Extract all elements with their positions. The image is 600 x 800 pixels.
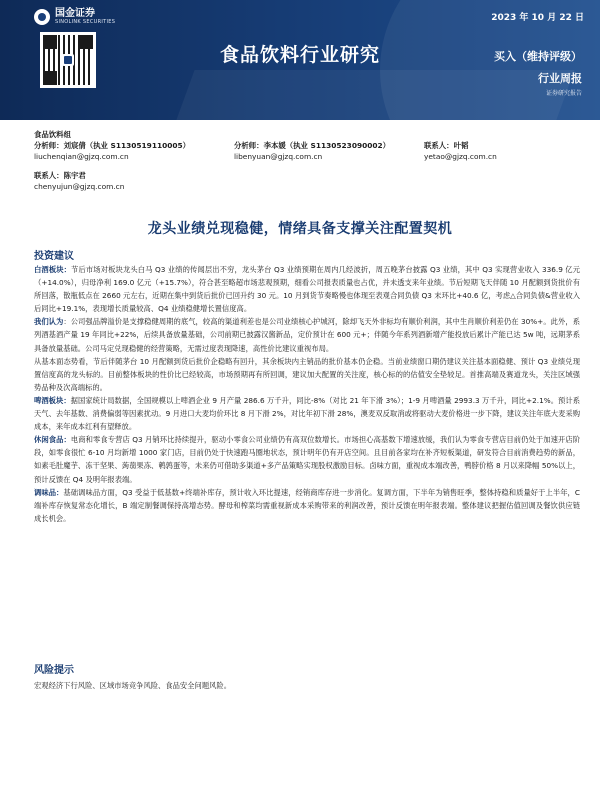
analyst-email-link[interactable]: liuchenqian@gjzq.com.cn — [34, 152, 129, 161]
paragraph-seasoning — [34, 486, 580, 525]
paragraph-opinion — [34, 315, 580, 354]
company-logo — [34, 8, 115, 25]
report-headline: 龙头业绩兑现稳健，情绪具备支撑关注配置契机 — [147, 221, 453, 237]
contact-email-link[interactable]: chenyujun@gjzq.com.cn — [34, 182, 125, 191]
report-title: 食品饮料行业研究 — [219, 44, 380, 66]
report-header — [0, 0, 600, 120]
contact-label: 联系人： — [34, 171, 64, 180]
logo-name-cn: 国金证券 — [55, 8, 95, 19]
risk-text: 宏观经济下行风险、区域市场竞争风险、食品安全问题风险。 — [34, 681, 232, 690]
contact-name: 陈宇君 — [63, 171, 86, 180]
paragraph-text: 基础调味品方面，Q3 受益于低基数+终端补库存，预计收入环比提速，经销商库存进一步消化。复调方面，下半年为销售旺季，整体持稳和质量好于上半年，C 端补库存恢复常态化增长，B 端定制餐调保持高增态势。酵母和榨菜均需重视新成本采购带来的利润改善，预计反馈在明年报表端。整体建议把握估值回调及餐饮供应链成长机会。 — [34, 487, 581, 523]
section-title-risk: 风险提示 — [34, 665, 74, 676]
paragraph-text: 电商和零食专营店 Q3 月销环比持续提升，驱动小零食公司业绩仍有高双位数增长。市场担心高基数下增速放缓，我们认为零食专营店目前仍处于加速开店阶段，如零食很忙 6-10 月均新增 1000 家门店，目前仍处于快速跑马圈地状态，预计明年仍有开店空间。且目前各家均在补齐短板渠道，研发符合目前消费趋势的新品，如素毛肚魔芋、冻干坚果、蒟蒻果冻、鹌鹑蛋等，未来仍可借助多渠道+多产品策略实现股权激励目标。卤味方面，重视成本端改善，鸭脖价格 8 月以来降幅 50%以上，预计反馈在 Q4 及明年报表端。 — [34, 435, 580, 484]
paragraph-text: 据国家统计局数据，全国规模以上啤酒企业 9 月产量 286.6 万千升，同比-8%（对比 21 年下滑 3%）；1-9 月啤酒量 2993.3 万千升，同比+2.1%。预计系天气、去年基数、消费偏弱等因素扰动。9 月进口大麦均价环比 8 月下滑 2%，对比年初下滑 28%，澳麦双反取消或将驱动大麦价格进一步下降，建议关注年底大麦采购成本，来年成本红利有望释放。 — [34, 395, 580, 432]
research-group: 食品饮料组 — [34, 130, 71, 139]
paragraph-lead: 我们认为 — [34, 317, 64, 327]
paragraph-beer — [34, 394, 580, 433]
contact-label: 联系人： — [424, 141, 454, 150]
paragraph-lead: 啤酒板块： — [34, 395, 71, 405]
contact-name: 叶韬 — [453, 141, 469, 150]
logo-mark-icon — [34, 9, 50, 25]
analyst-name: 刘宸倩（执业 S1130519110005） — [63, 141, 191, 150]
paragraph-baijiu — [34, 263, 580, 315]
paragraph-text: ：公司强品牌溢价是支撑稳健周期的底气，较高的渠道利差也是公司业绩核心护城河，除却飞天外非标均有顺价利润，其中生肖顺价利差仍在 30%+。此外，系列酒基酒产量 19 年同比+22%，后续具备放量基础，公司前期已披露汉酱新品，定价预计在 600 元+；伴随今年系列酒新增产能投放后累计产能已达 5w 吨，远期茅系具备放量基础。公司马定兑现稳健的经营策略，无需过度表现降速，高性价比建议重视布局。 — [34, 317, 580, 353]
section-title-investment: 投资建议 — [34, 251, 74, 262]
paragraph-snacks — [34, 433, 580, 485]
analyst-label: 分析师： — [234, 141, 264, 150]
paragraph-lead: 白酒板块： — [34, 265, 72, 274]
analyst-name: 李本媛（执业 S1130523090002） — [263, 141, 391, 150]
header-decoration — [165, 70, 574, 120]
analyst-label: 分析师： — [34, 141, 64, 150]
analyst-row — [34, 140, 574, 151]
paragraph-lead: 休闲食品： — [34, 435, 71, 445]
email-row — [34, 151, 574, 162]
paragraph-text: 从基本面态势看，节后伴随茅台 10 月配额到货后批价企稳略有回升，其余板块内主销品的批价基本仍企稳。当前业绩窗口期仍建议关注基本面稳健、预计 Q3 业绩兑现置信度高的龙头标的。目前整体板块的性价比已经较高，市场预期再有所回调，建议加大配置的关注度，核心标的的估值安全垫较足。首推高端及赛道龙头，关注区域强势品种及次高端标的。 — [34, 356, 580, 392]
logo-name-en: SINOLINK SECURITIES — [55, 19, 116, 25]
analyst-email-link[interactable]: libenyuan@gjzq.com.cn — [234, 152, 323, 161]
rating-badge: 买入（维持评级） — [494, 50, 582, 63]
paragraph-lead: 调味品： — [34, 487, 64, 497]
paragraph-text: 节后市场对板块龙头白马 Q3 业绩的传闻层出不穷，龙头茅台 Q3 业绩预期在周内几经波折，周五晚茅台披露 Q3 业绩，其中 Q3 实现营业收入 336.9 亿元（+14.0%），归母净利 169.0 亿元（+15.7%），符合甚至略超市场悲观预期，细看公司报表质量也占优，并未透支来年业绩。节后短期飞天伴随 10 月配额到货批价有所回落，散瓶低点在 2660 元左右，近期在集中到货后批价已回升约 30 元。10 月到货节奏略慢也体现至表观合同负债 Q3 末环比+40.6 亿，考虑△合同负债&营业收入后同比+19.1%，表现增长质量较高、Q4 业绩稳健增长置信度高。 — [34, 265, 580, 314]
report-type: 行业周报 — [538, 72, 582, 85]
report-date: 2023 年 10 月 22 日 — [491, 13, 584, 23]
contact-email-link[interactable]: yetao@gjzq.com.cn — [424, 152, 497, 161]
investment-body — [34, 263, 580, 525]
report-subtitle: 证券研究报告 — [545, 90, 582, 97]
analyst-info — [34, 129, 574, 192]
contact-block — [34, 170, 574, 192]
paragraph-fundamentals — [34, 355, 580, 394]
